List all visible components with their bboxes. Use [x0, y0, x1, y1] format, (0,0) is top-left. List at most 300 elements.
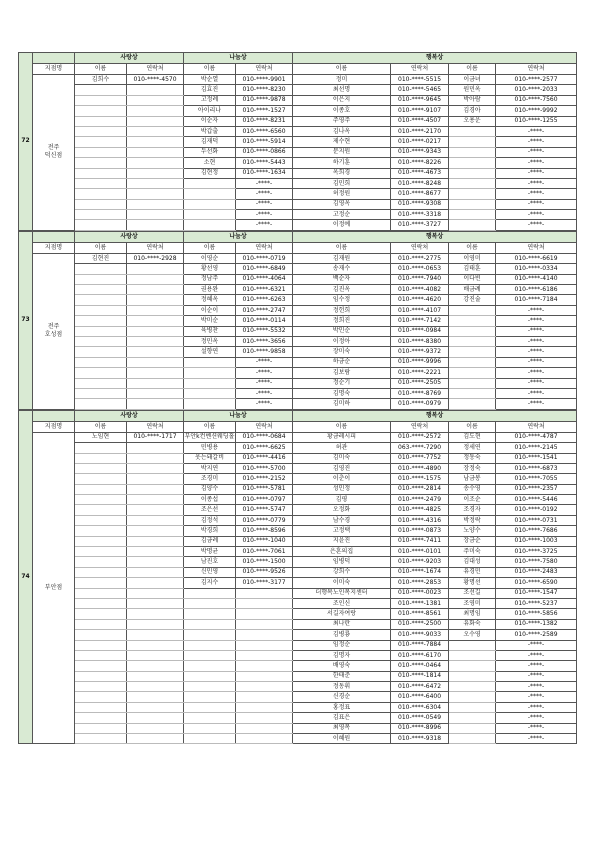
name-cell: [75, 495, 127, 505]
phone-cell: 010-****-4570: [127, 75, 184, 85]
name-cell: 유경민: [449, 567, 496, 577]
phone-cell: 010-****-6170: [391, 650, 449, 660]
name-cell: 민병용: [184, 443, 236, 453]
phone-cell: [127, 357, 184, 367]
name-header: 이름: [75, 242, 127, 253]
name-cell: [75, 347, 127, 357]
phone-cell: [127, 640, 184, 650]
name-cell: 남금봉: [449, 474, 496, 484]
phone-cell: [127, 526, 184, 536]
phone-cell: 010-****-7411: [391, 536, 449, 546]
name-cell: [75, 399, 127, 409]
phone-cell: [127, 399, 184, 409]
phone-cell: 010-****-2814: [391, 484, 449, 494]
name-cell: 배영숙: [293, 661, 391, 671]
name-cell: [449, 336, 496, 346]
phone-cell: 010-****-8769: [391, 388, 449, 398]
phone-cell: [127, 598, 184, 608]
phone-cell: 010-****-1575: [391, 474, 449, 484]
phone-cell: 010-****-2577: [496, 75, 577, 85]
name-cell: 황금레시피: [293, 432, 391, 442]
table-row: [19, 388, 577, 398]
phone-header: 연락처: [496, 421, 577, 432]
name-cell: 강희수: [293, 567, 391, 577]
phone-cell: 010-****-9996: [391, 357, 449, 367]
phone-cell: [127, 178, 184, 188]
phone-cell: 010-****-9203: [391, 557, 449, 567]
phone-cell: [127, 661, 184, 671]
phone-cell: [236, 671, 293, 681]
phone-header: 연락처: [236, 421, 293, 432]
name-cell: 김영옥: [293, 199, 391, 209]
name-cell: [75, 388, 127, 398]
branch-number: 74: [19, 410, 33, 744]
name-cell: [75, 316, 127, 326]
name-cell: 고정택: [293, 526, 391, 536]
name-header: 이름: [184, 242, 236, 253]
phone-cell: [127, 336, 184, 346]
name-cell: 이금녀: [449, 75, 496, 85]
table-row: [19, 661, 577, 671]
phone-cell: [127, 619, 184, 629]
name-cell: 황명선: [449, 578, 496, 588]
group-header-blank: [33, 53, 75, 64]
branch-name-header: 지점명: [33, 64, 75, 75]
phone-cell: 010-****-8231: [236, 116, 293, 126]
phone-cell: [127, 189, 184, 199]
phone-cell: 010-****-0979: [391, 399, 449, 409]
phone-cell: 010-****-4082: [391, 285, 449, 295]
name-cell: 웃는돼갈비: [184, 453, 236, 463]
name-cell: 이종호: [293, 106, 391, 116]
name-cell: [75, 443, 127, 453]
phone-cell: [127, 682, 184, 692]
name-cell: 이은지: [293, 95, 391, 105]
name-header: 이름: [184, 421, 236, 432]
name-cell: [75, 619, 127, 629]
name-cell: 김평: [293, 495, 391, 505]
name-cell: 정헌희: [293, 305, 391, 315]
name-cell: [75, 609, 127, 619]
name-cell: 정동숙: [449, 453, 496, 463]
phone-cell: [127, 515, 184, 525]
branch-block-72: [18, 52, 577, 231]
phone-cell: 010-****-2500: [391, 619, 449, 629]
table-row: [19, 598, 577, 608]
phone-cell: -****-: [496, 305, 577, 315]
name-cell: [449, 189, 496, 199]
phone-cell: -****-: [496, 692, 577, 702]
name-cell: [75, 630, 127, 640]
table-row: [19, 264, 577, 274]
name-cell: 김진옥: [293, 285, 391, 295]
phone-cell: -****-: [236, 178, 293, 188]
table-row: [19, 526, 577, 536]
name-cell: 김희수: [75, 75, 127, 85]
name-cell: [184, 210, 236, 220]
phone-cell: 010-****-0779: [236, 515, 293, 525]
phone-cell: 010-****-4507: [391, 116, 449, 126]
group-haengbok: 행복상: [293, 53, 577, 64]
phone-cell: [127, 578, 184, 588]
table-row: [19, 515, 577, 525]
phone-cell: -****-: [496, 682, 577, 692]
phone-cell: -****-: [496, 650, 577, 660]
table-row: [19, 106, 577, 116]
table-row: [19, 253, 577, 263]
name-cell: 두선화: [184, 147, 236, 157]
table-row: [19, 536, 577, 546]
name-cell: 이순자: [184, 116, 236, 126]
phone-cell: 010-****-8596: [236, 526, 293, 536]
table-row: [19, 357, 577, 367]
name-cell: 임병덕: [293, 557, 391, 567]
table-row: [19, 463, 577, 473]
name-cell: [75, 137, 127, 147]
phone-cell: 010-****-3177: [236, 578, 293, 588]
name-cell: [75, 567, 127, 577]
name-cell: [184, 199, 236, 209]
name-cell: [184, 220, 236, 230]
phone-cell: 010-****-0217: [391, 137, 449, 147]
name-cell: 정동휘: [293, 682, 391, 692]
phone-cell: 010-****-0464: [391, 661, 449, 671]
phone-header: 연락처: [391, 421, 449, 432]
phone-cell: 010-****-0549: [391, 713, 449, 723]
name-cell: [449, 210, 496, 220]
name-cell: 박갑출: [184, 126, 236, 136]
name-cell: 박정락: [449, 515, 496, 525]
phone-cell: 010-****-7061: [236, 547, 293, 557]
name-cell: 박아람: [449, 95, 496, 105]
name-cell: [184, 588, 236, 598]
phone-cell: 010-****-3725: [496, 547, 577, 557]
name-cell: 이정아: [293, 336, 391, 346]
phone-cell: 010-****-1814: [391, 671, 449, 681]
phone-cell: 010-****-6263: [236, 295, 293, 305]
name-cell: [184, 619, 236, 629]
table-row: [19, 126, 577, 136]
name-cell: [75, 178, 127, 188]
phone-cell: -****-: [496, 178, 577, 188]
phone-cell: 010-****-4107: [391, 305, 449, 315]
phone-cell: [236, 640, 293, 650]
name-cell: 박순열: [184, 75, 236, 85]
phone-cell: 010-****-1547: [496, 588, 577, 598]
name-cell: [449, 137, 496, 147]
name-cell: 백순자: [293, 274, 391, 284]
branch-number: 72: [19, 53, 33, 231]
phone-cell: [127, 702, 184, 712]
phone-cell: [236, 702, 293, 712]
name-cell: [449, 692, 496, 702]
name-cell: 허관: [293, 443, 391, 453]
name-cell: 한태준: [293, 671, 391, 681]
phone-cell: 010-****-4825: [391, 505, 449, 515]
phone-cell: -****-: [236, 220, 293, 230]
name-cell: 장금순: [449, 536, 496, 546]
phone-cell: 010-****-4416: [236, 453, 293, 463]
name-cell: 이정예: [293, 220, 391, 230]
group-nanum: 나눔상: [184, 231, 293, 242]
phone-cell: [236, 650, 293, 660]
name-header: 이름: [449, 421, 496, 432]
phone-cell: [127, 274, 184, 284]
phone-cell: -****-: [496, 147, 577, 157]
phone-header: 연락처: [496, 242, 577, 253]
phone-cell: [127, 536, 184, 546]
phone-cell: [236, 734, 293, 744]
name-cell: [184, 388, 236, 398]
phone-cell: 010-****-3656: [236, 336, 293, 346]
name-cell: 고정례: [184, 95, 236, 105]
phone-cell: 010-****-0797: [236, 495, 293, 505]
phone-cell: 010-****-8248: [391, 178, 449, 188]
name-cell: [75, 368, 127, 378]
branch-block-74: [18, 410, 577, 745]
phone-cell: [127, 199, 184, 209]
name-cell: 황선영: [184, 264, 236, 274]
phone-cell: [236, 588, 293, 598]
phone-cell: [127, 463, 184, 473]
phone-cell: [127, 453, 184, 463]
name-cell: [184, 598, 236, 608]
name-cell: [75, 85, 127, 95]
name-cell: 허정원: [293, 189, 391, 199]
phone-cell: [127, 692, 184, 702]
name-cell: 신민영: [184, 567, 236, 577]
phone-cell: 010-****-5446: [496, 495, 577, 505]
name-cell: [449, 326, 496, 336]
phone-header: 연락처: [127, 64, 184, 75]
name-cell: 원민옥: [449, 85, 496, 95]
name-cell: 김명자: [293, 650, 391, 660]
name-cell: [75, 106, 127, 116]
name-cell: [449, 347, 496, 357]
phone-cell: 010-****-9878: [236, 95, 293, 105]
name-cell: [449, 158, 496, 168]
name-cell: 더행복노인복지센터: [293, 588, 391, 598]
branch-name: 전주 덕신점: [33, 75, 75, 231]
phone-cell: 010-****-8226: [391, 158, 449, 168]
name-cell: 주미숙: [449, 547, 496, 557]
name-cell: [184, 357, 236, 367]
phone-cell: -****-: [236, 357, 293, 367]
name-cell: [75, 661, 127, 671]
table-row: [19, 619, 577, 629]
phone-cell: 010-****-9372: [391, 347, 449, 357]
name-cell: 부안k컨벤션웨딩홀: [184, 432, 236, 442]
phone-header: 연락처: [236, 64, 293, 75]
name-cell: 정혜옥: [184, 295, 236, 305]
name-cell: 박명균: [184, 547, 236, 557]
name-cell: [75, 274, 127, 284]
phone-cell: [127, 588, 184, 598]
name-cell: [75, 578, 127, 588]
table-row: [19, 305, 577, 315]
phone-cell: 010-****-4787: [496, 432, 577, 442]
name-cell: 송재수: [293, 264, 391, 274]
phone-cell: 010-****-5856: [496, 609, 577, 619]
phone-cell: 010-****-0866: [236, 147, 293, 157]
name-cell: [75, 220, 127, 230]
branch-name: 전주 호성점: [33, 253, 75, 409]
name-cell: 최명임: [449, 609, 496, 619]
name-cell: 김현정: [184, 168, 236, 178]
phone-cell: [236, 619, 293, 629]
phone-cell: 010-****-0719: [236, 253, 293, 263]
phone-cell: [127, 723, 184, 733]
phone-cell: 010-****-2170: [391, 126, 449, 136]
name-cell: 조선길: [449, 588, 496, 598]
name-cell: [449, 305, 496, 315]
phone-cell: -****-: [496, 388, 577, 398]
phone-cell: 010-****-0114: [236, 316, 293, 326]
phone-cell: 010-****-8561: [391, 609, 449, 619]
name-cell: [184, 671, 236, 681]
name-cell: [75, 378, 127, 388]
name-cell: 옥희경: [293, 168, 391, 178]
name-cell: [75, 264, 127, 274]
phone-cell: 010-****-5781: [236, 484, 293, 494]
name-cell: [75, 453, 127, 463]
phone-cell: [127, 305, 184, 315]
name-cell: [184, 178, 236, 188]
table-row: [19, 453, 577, 463]
name-cell: [449, 671, 496, 681]
phone-cell: 010-****-8380: [391, 336, 449, 346]
table-row: [19, 95, 577, 105]
phone-cell: 010-****-6472: [391, 682, 449, 692]
name-cell: 송수영: [449, 484, 496, 494]
phone-cell: 010-****-8677: [391, 189, 449, 199]
group-sarang: 사랑상: [75, 231, 184, 242]
phone-cell: 010-****-5747: [236, 505, 293, 515]
phone-cell: 010-****-7055: [496, 474, 577, 484]
name-cell: 오수영: [449, 630, 496, 640]
name-cell: [75, 682, 127, 692]
phone-cell: 010-****-4064: [236, 274, 293, 284]
name-cell: 하금순: [293, 357, 391, 367]
table-row: [19, 189, 577, 199]
phone-cell: [127, 505, 184, 515]
table-row: [19, 432, 577, 442]
phone-cell: 010-****-9308: [391, 199, 449, 209]
name-cell: [75, 640, 127, 650]
table-row: [19, 734, 577, 744]
name-header: 이름: [293, 242, 391, 253]
name-cell: 육병찬: [184, 326, 236, 336]
table-row: [19, 723, 577, 733]
table-row: [19, 399, 577, 409]
group-nanum: 나눔상: [184, 410, 293, 421]
phone-cell: 010-****-1003: [496, 536, 577, 546]
phone-cell: 010-****-2483: [496, 567, 577, 577]
phone-cell: 010-****-9318: [391, 734, 449, 744]
name-cell: 김태훈: [449, 264, 496, 274]
table-row: [19, 692, 577, 702]
phone-cell: [236, 630, 293, 640]
phone-cell: 010-****-7940: [391, 274, 449, 284]
name-cell: 김재원: [293, 253, 391, 263]
name-cell: [75, 692, 127, 702]
name-cell: [449, 357, 496, 367]
name-cell: 제수현: [293, 137, 391, 147]
name-cell: 오정화: [293, 505, 391, 515]
phone-cell: -****-: [236, 189, 293, 199]
table-row: [19, 682, 577, 692]
phone-cell: 010-****-5465: [391, 85, 449, 95]
name-cell: [75, 671, 127, 681]
phone-cell: 010-****-2853: [391, 578, 449, 588]
name-cell: [75, 168, 127, 178]
name-cell: [184, 713, 236, 723]
phone-cell: 010-****-0984: [391, 326, 449, 336]
name-cell: [75, 305, 127, 315]
name-cell: 김효진: [184, 85, 236, 95]
table-row: [19, 640, 577, 650]
name-cell: 최선명: [293, 85, 391, 95]
table-row: [19, 378, 577, 388]
phone-cell: 010-****-0873: [391, 526, 449, 536]
name-cell: [75, 199, 127, 209]
phone-cell: -****-: [496, 189, 577, 199]
name-cell: 신경순: [293, 692, 391, 702]
name-cell: [75, 336, 127, 346]
phone-cell: -****-: [496, 368, 577, 378]
table-row: [19, 220, 577, 230]
name-cell: [184, 640, 236, 650]
phone-header: 연락처: [236, 242, 293, 253]
name-cell: 김민희: [293, 178, 391, 188]
phone-cell: [236, 598, 293, 608]
name-cell: 서길자여랑: [293, 609, 391, 619]
name-cell: 이영순: [184, 253, 236, 263]
name-cell: [75, 210, 127, 220]
name-cell: [75, 116, 127, 126]
name-cell: 남진호: [184, 557, 236, 567]
group-header-blank: [33, 231, 75, 242]
name-cell: 최영복: [293, 723, 391, 733]
phone-cell: 010-****-6625: [236, 443, 293, 453]
name-cell: 정민옥: [184, 336, 236, 346]
table-row: [19, 713, 577, 723]
phone-cell: [127, 347, 184, 357]
phone-cell: 010-****-2505: [391, 378, 449, 388]
phone-cell: [127, 85, 184, 95]
name-cell: 이다빈: [449, 274, 496, 284]
name-cell: [184, 630, 236, 640]
phone-cell: [127, 106, 184, 116]
phone-cell: -****-: [496, 357, 577, 367]
name-cell: [184, 399, 236, 409]
phone-cell: [127, 547, 184, 557]
name-cell: 고정순: [293, 210, 391, 220]
phone-cell: 010-****-9107: [391, 106, 449, 116]
name-cell: [449, 168, 496, 178]
phone-cell: 010-****-1527: [236, 106, 293, 116]
name-cell: [75, 557, 127, 567]
phone-cell: [127, 220, 184, 230]
name-cell: 남수경: [293, 515, 391, 525]
name-cell: 배금례: [449, 285, 496, 295]
phone-cell: 010-****-0684: [236, 432, 293, 442]
name-cell: [75, 515, 127, 525]
table-row: [19, 199, 577, 209]
name-cell: 노양수: [449, 526, 496, 536]
table-row: [19, 85, 577, 95]
group-sarang: 사랑상: [75, 410, 184, 421]
